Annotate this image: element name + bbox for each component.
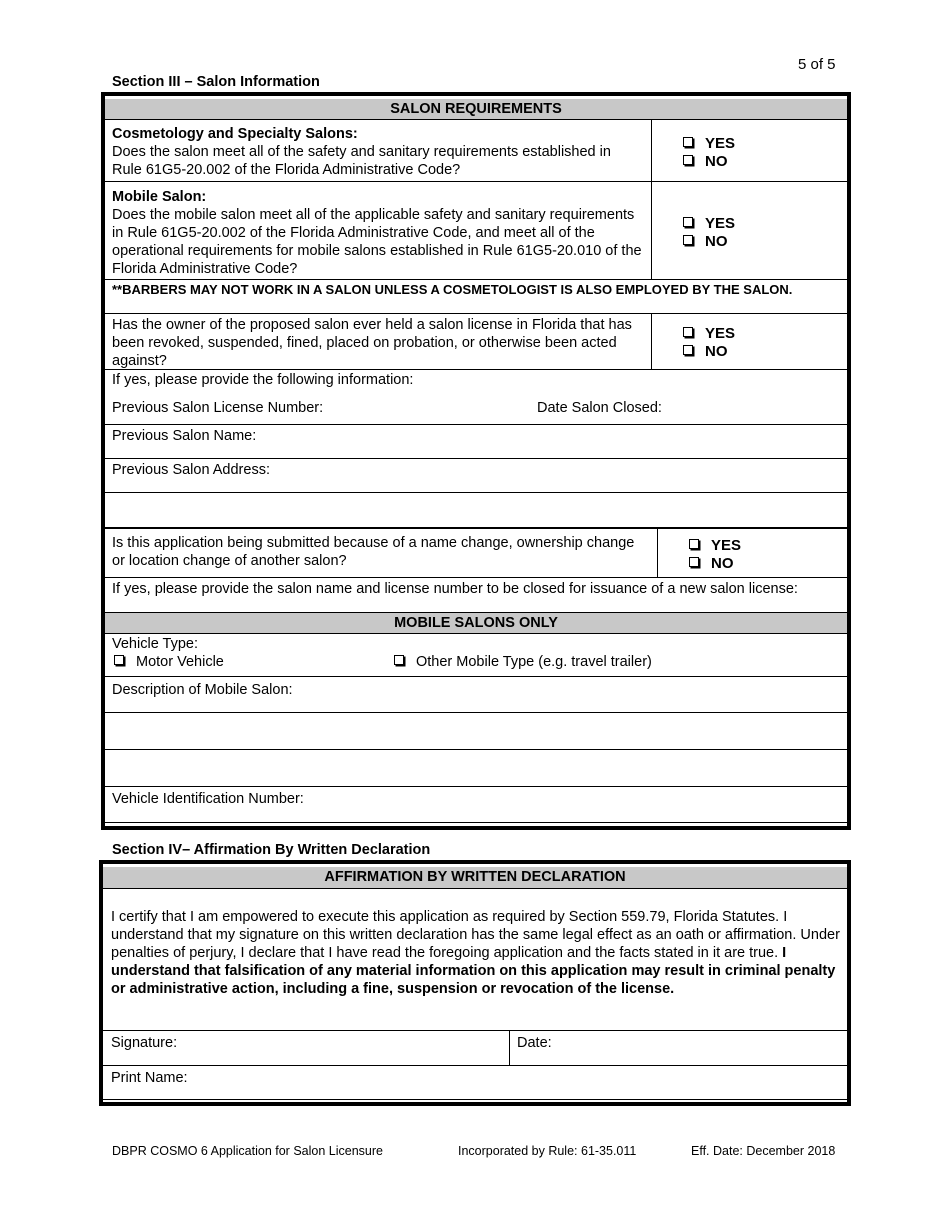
revoked-no-option[interactable]: NO [683, 343, 728, 361]
cosmetology-text: Does the salon meet all of the safety and sanitary requirements established in Rule 61G5-20.002 of the Florida Administrative Code? [112, 144, 611, 178]
checkbox-icon[interactable] [683, 217, 693, 227]
section-4-title: Section IV– Affirmation By Written Declaration [112, 842, 431, 858]
signature-field[interactable]: Signature: [111, 1035, 178, 1051]
cosmetology-no-option[interactable]: NO [683, 153, 728, 171]
other-mobile-type-option[interactable]: Other Mobile Type (e.g. travel trailer) [394, 653, 652, 671]
revoked-license-question: Has the owner of the proposed salon ever held a salon license in Florida that has been revoked, suspended, fined, placed on probation, or otherwise been acted against? [112, 317, 632, 369]
checkbox-icon[interactable] [683, 155, 693, 165]
footer-form-name: DBPR COSMO 6 Application for Salon Licensure [112, 1144, 383, 1158]
mobile-salon-heading: Mobile Salon: [112, 189, 207, 205]
affirmation-text-normal: I certify that I am empowered to execute this application as required by Section 559.79, Florida Statutes. I understand that my signature on this written declaration has the same legal effect as an oath or affirmation. Under penalties of perjury, I declare that I have read the foregoing application and the facts stated in it are true. [111, 909, 840, 961]
checkbox-icon[interactable] [683, 327, 693, 337]
salon-requirements-header: SALON REQUIREMENTS [105, 99, 847, 120]
page-number: 5 of 5 [798, 56, 836, 73]
footer-eff-date: Eff. Date: December 2018 [691, 1144, 836, 1158]
prev-salon-name-field[interactable]: Previous Salon Name: [112, 428, 257, 444]
cosmetology-yes-option[interactable]: YES [683, 135, 735, 153]
affirmation-header: AFFIRMATION BY WRITTEN DECLARATION [103, 867, 847, 889]
checkbox-icon[interactable] [689, 539, 699, 549]
section-3-title: Section III – Salon Information [112, 74, 320, 90]
if-yes-close-salon-field[interactable]: If yes, please provide the salon name and license number to be closed for issuance of a new salon license: [112, 581, 798, 597]
date-closed-label: Date Salon Closed: [537, 400, 662, 416]
mobile-salon-question [112, 188, 648, 278]
cosmetology-question [112, 125, 642, 179]
footer-rule: Incorporated by Rule: 61-35.011 [458, 1144, 637, 1158]
salon-requirements-table [101, 92, 851, 830]
name-change-no-option[interactable]: NO [689, 555, 734, 573]
checkbox-icon[interactable] [689, 557, 699, 567]
cosmetology-heading: Cosmetology and Specialty Salons: [112, 126, 358, 142]
vin-field[interactable]: Vehicle Identification Number: [112, 791, 304, 807]
name-change-yes-option[interactable]: YES [689, 537, 741, 555]
mobile-salon-yes-option[interactable]: YES [683, 215, 735, 233]
checkbox-icon[interactable] [683, 345, 693, 355]
barbers-note: **BARBERS MAY NOT WORK IN A SALON UNLESS A COSMETOLOGIST IS ALSO EMPLOYED BY THE SALON. [112, 282, 793, 297]
date-field[interactable]: Date: [517, 1035, 552, 1051]
if-yes-info-label: If yes, please provide the following information: [112, 372, 414, 388]
motor-vehicle-option[interactable]: Motor Vehicle [114, 653, 224, 671]
mobile-salon-text: Does the mobile salon meet all of the applicable safety and sanitary requirements in Rule 61G5-20.002 of the Florida Administrative Code, and meet all of the operational requirements for mobile salons established in Rule 61G5-20.010 of the Florida Administrative Code? [112, 207, 642, 277]
affirmation-text [111, 908, 843, 998]
checkbox-icon[interactable] [683, 137, 693, 147]
checkbox-icon[interactable] [114, 655, 124, 665]
vehicle-type-label: Vehicle Type: [112, 636, 198, 652]
revoked-yes-option[interactable]: YES [683, 325, 735, 343]
prev-salon-address-field[interactable]: Previous Salon Address: [112, 462, 270, 478]
checkbox-icon[interactable] [394, 655, 404, 665]
print-name-field[interactable]: Print Name: [111, 1070, 188, 1086]
affirmation-table [99, 860, 851, 1106]
mobile-description-field[interactable]: Description of Mobile Salon: [112, 682, 293, 698]
mobile-salons-header: MOBILE SALONS ONLY [105, 612, 847, 634]
checkbox-icon[interactable] [683, 235, 693, 245]
name-change-question: Is this application being submitted because of a name change, ownership change or location change of another salon? [112, 535, 635, 569]
mobile-salon-no-option[interactable]: NO [683, 233, 728, 251]
prev-license-number-label: Previous Salon License Number: [112, 400, 324, 416]
affirmation-text-bold: I understand that falsification of any material information on this application may result in criminal penalty or administrative action, including a fine, suspension or revocation of the license. [111, 945, 836, 997]
